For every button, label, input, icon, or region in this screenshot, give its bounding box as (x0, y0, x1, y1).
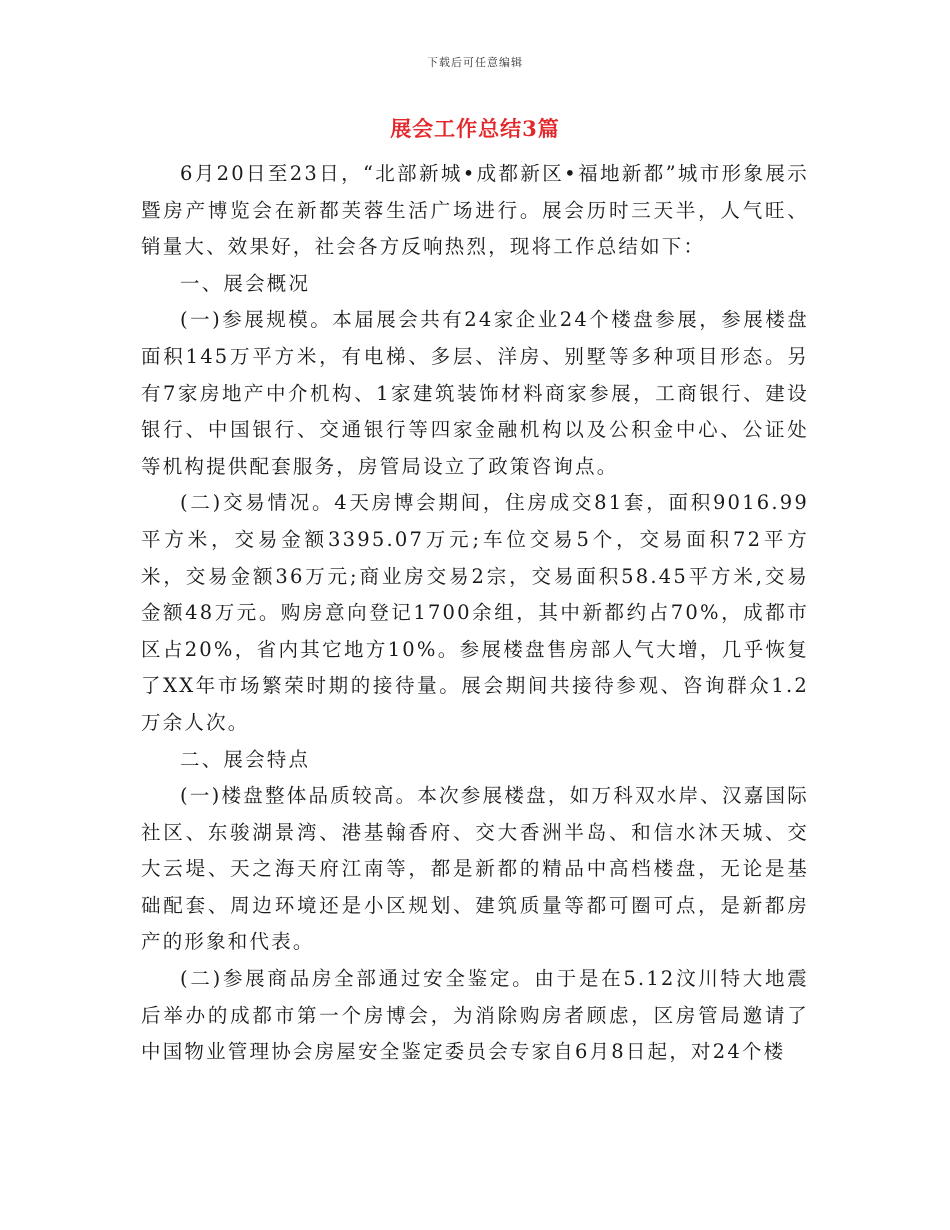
section-heading-features: 二、展会特点 (180, 747, 311, 771)
paragraph-intro: 6月20日至23日，“北部新城•成都新区•福地新都”城市形象展示暨房产博览会在新都芙蓉生活广场进行。展会历时三天半，人气旺、销量大、效果好，社会各方反响热烈，现将工作总结如下： (141, 162, 809, 259)
document-body (141, 156, 809, 1071)
paragraph-safety: (二)参展商品房全部通过安全鉴定。由于是在5.12汶川特大地震后举办的成都市第一个房博会，为消除购房者顾虑，区房管局邀请了中国物业管理协会房屋安全鉴定委员会专家自6月8日起，对24个楼 (141, 967, 809, 1064)
paragraph-transactions: (二)交易情况。4天房博会期间，住房成交81套，面积9016.99平方米，交易金额3395.07万元;车位交易5个，交易面积72平方米，交易金额36万元;商业房交易2宗，交易面积58.45平方米,交易金额48万元。购房意向登记1700余组，其中新都约占70%，成都市区占20%，省内其它地方10%。参展楼盘售房部人气大增，几乎恢复了XX年市场繁荣时期的接待量。展会期间共接待参观、咨询群众1.2万余人次。 (141, 491, 809, 734)
header-note: 下载后可任意编辑 (427, 56, 523, 69)
paragraph-quality: (一)楼盘整体品质较高。本次参展楼盘，如万科双水岸、汉嘉国际社区、东骏湖景湾、港基翰香府、交大香洲半岛、和信水沐天城、交大云堤、天之海天府江南等，都是新都的精品中高档楼盘，无论是基础配套、周边环境还是小区规划、建筑质量等都可圈可点，是新都房产的形象和代表。 (141, 784, 809, 954)
paragraph-scale: (一)参展规模。本届展会共有24家企业24个楼盘参展，参展楼盘面积145万平方米，有电梯、多层、洋房、别墅等多种项目形态。另有7家房地产中介机构、1家建筑装饰材料商家参展，工商银行、建设银行、中国银行、交通银行等四家金融机构以及公积金中心、公证处等机构提供配套服务，房管局设立了政策咨询点。 (141, 308, 809, 478)
document-title: 展会工作总结3篇 (390, 116, 560, 141)
section-heading-overview: 一、展会概况 (180, 271, 311, 295)
